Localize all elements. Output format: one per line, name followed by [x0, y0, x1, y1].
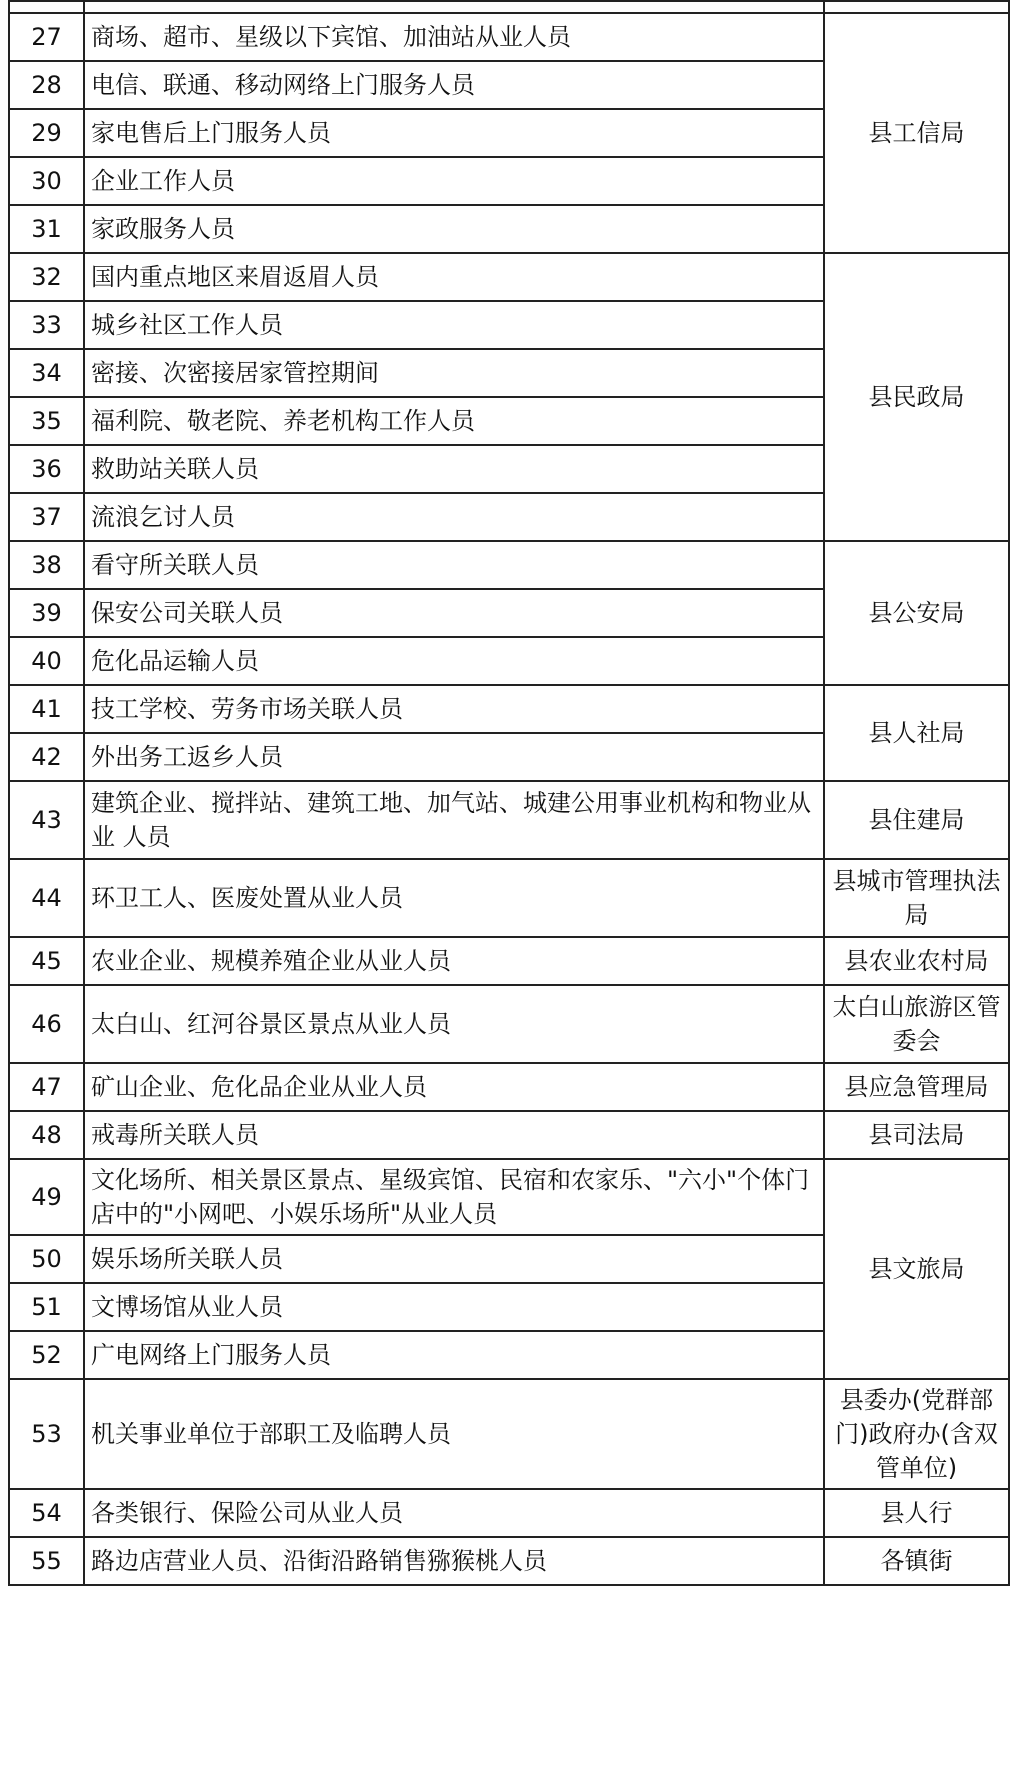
row-number: 51 — [9, 1283, 84, 1331]
table-row — [9, 1159, 1009, 1235]
row-item: 流浪乞讨人员 — [84, 493, 824, 541]
row-item: 机关事业单位于部职工及临聘人员 — [84, 1379, 824, 1489]
cell-empty — [824, 1, 1009, 13]
table-row — [9, 685, 1009, 733]
row-item: 戒毒所关联人员 — [84, 1111, 824, 1159]
dept-cell: 县应急管理局 — [824, 1063, 1009, 1111]
dept-cell: 县住建局 — [824, 781, 1009, 859]
dept-cell: 太白山旅游区管委会 — [824, 985, 1009, 1063]
row-number: 27 — [9, 13, 84, 61]
row-item: 环卫工人、医废处置从业人员 — [84, 859, 824, 937]
row-number: 55 — [9, 1537, 84, 1585]
row-number: 52 — [9, 1331, 84, 1379]
row-item: 国内重点地区来眉返眉人员 — [84, 253, 824, 301]
dept-cell: 县委办(党群部门)政府办(含双管单位) — [824, 1379, 1009, 1489]
row-item: 救助站关联人员 — [84, 445, 824, 493]
cell-empty — [84, 1, 824, 13]
row-number: 35 — [9, 397, 84, 445]
row-number: 37 — [9, 493, 84, 541]
row-item: 太白山、红河谷景区景点从业人员 — [84, 985, 824, 1063]
row-number: 45 — [9, 937, 84, 985]
row-number: 30 — [9, 157, 84, 205]
table-row — [9, 253, 1009, 301]
row-item: 外出务工返乡人员 — [84, 733, 824, 781]
responsibility-table — [8, 0, 1010, 1586]
row-item: 危化品运输人员 — [84, 637, 824, 685]
table-row — [9, 985, 1009, 1063]
dept-cell: 县城市管理执法局 — [824, 859, 1009, 937]
row-number: 54 — [9, 1489, 84, 1537]
table-row — [9, 1111, 1009, 1159]
row-number: 34 — [9, 349, 84, 397]
dept-cell: 县公安局 — [824, 541, 1009, 685]
row-item: 广电网络上门服务人员 — [84, 1331, 824, 1379]
row-number: 46 — [9, 985, 84, 1063]
table-row — [9, 1489, 1009, 1537]
row-item: 娱乐场所关联人员 — [84, 1235, 824, 1283]
row-number: 39 — [9, 589, 84, 637]
row-item: 各类银行、保险公司从业人员 — [84, 1489, 824, 1537]
dept-cell: 县人社局 — [824, 685, 1009, 781]
row-number: 38 — [9, 541, 84, 589]
dept-cell: 各镇街 — [824, 1537, 1009, 1585]
row-item: 商场、超市、星级以下宾馆、加油站从业人员 — [84, 13, 824, 61]
row-item: 农业企业、规模养殖企业从业人员 — [84, 937, 824, 985]
row-number: 41 — [9, 685, 84, 733]
row-number: 40 — [9, 637, 84, 685]
row-number: 31 — [9, 205, 84, 253]
row-number: 32 — [9, 253, 84, 301]
table-row-top — [9, 1, 1009, 13]
row-item: 文博场馆从业人员 — [84, 1283, 824, 1331]
row-item: 电信、联通、移动网络上门服务人员 — [84, 61, 824, 109]
row-item: 城乡社区工作人员 — [84, 301, 824, 349]
row-item: 文化场所、相关景区景点、星级宾馆、民宿和农家乐、"六小"个体门店中的"小网吧、小娱乐场所"从业人员 — [84, 1159, 824, 1235]
row-item: 家政服务人员 — [84, 205, 824, 253]
row-number: 48 — [9, 1111, 84, 1159]
dept-cell: 县人行 — [824, 1489, 1009, 1537]
row-item: 路边店营业人员、沿街沿路销售猕猴桃人员 — [84, 1537, 824, 1585]
dept-cell: 县文旅局 — [824, 1159, 1009, 1379]
table-row — [9, 13, 1009, 61]
dept-cell: 县司法局 — [824, 1111, 1009, 1159]
row-item: 保安公司关联人员 — [84, 589, 824, 637]
row-number: 33 — [9, 301, 84, 349]
row-number: 42 — [9, 733, 84, 781]
row-number: 50 — [9, 1235, 84, 1283]
cell-empty — [9, 1, 84, 13]
row-item: 福利院、敬老院、养老机构工作人员 — [84, 397, 824, 445]
row-item: 密接、次密接居家管控期间 — [84, 349, 824, 397]
table-row — [9, 1537, 1009, 1585]
dept-cell: 县民政局 — [824, 253, 1009, 541]
table-row — [9, 1379, 1009, 1489]
row-number: 36 — [9, 445, 84, 493]
row-item: 矿山企业、危化品企业从业人员 — [84, 1063, 824, 1111]
row-item: 看守所关联人员 — [84, 541, 824, 589]
table-row — [9, 937, 1009, 985]
row-number: 47 — [9, 1063, 84, 1111]
table-row — [9, 781, 1009, 859]
row-number: 43 — [9, 781, 84, 859]
dept-cell: 县农业农村局 — [824, 937, 1009, 985]
row-number: 49 — [9, 1159, 84, 1235]
table-row — [9, 859, 1009, 937]
row-item: 技工学校、劳务市场关联人员 — [84, 685, 824, 733]
row-item: 建筑企业、搅拌站、建筑工地、加气站、城建公用事业机构和物业从业 人员 — [84, 781, 824, 859]
table-row — [9, 1063, 1009, 1111]
row-item: 企业工作人员 — [84, 157, 824, 205]
row-number: 29 — [9, 109, 84, 157]
row-number: 28 — [9, 61, 84, 109]
row-item: 家电售后上门服务人员 — [84, 109, 824, 157]
row-number: 44 — [9, 859, 84, 937]
row-number: 53 — [9, 1379, 84, 1489]
dept-cell: 县工信局 — [824, 13, 1009, 253]
table-row — [9, 541, 1009, 589]
